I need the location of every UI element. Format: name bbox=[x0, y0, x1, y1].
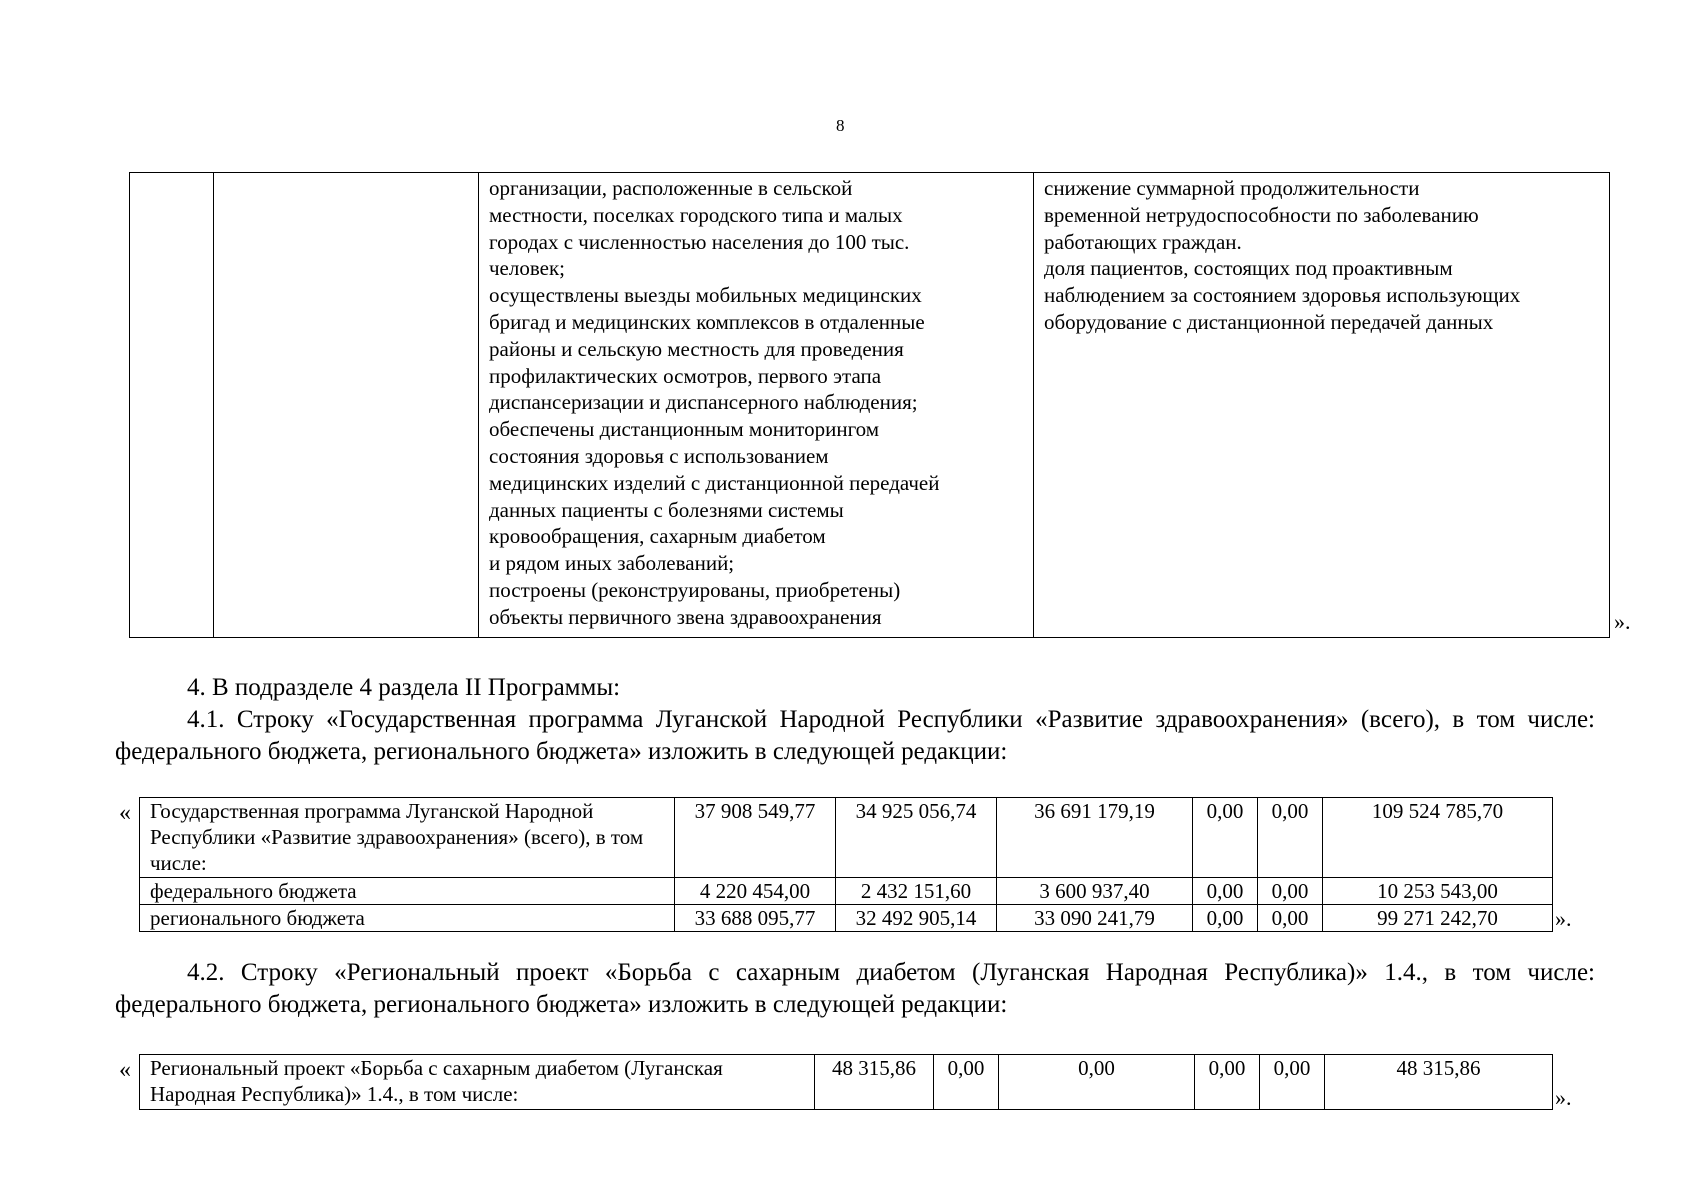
value-cell: 0,00 bbox=[1258, 905, 1323, 932]
value-cell: 0,00 bbox=[999, 1055, 1195, 1110]
value-cell: 3 600 937,40 bbox=[997, 878, 1193, 905]
value-cell: 37 908 549,77 bbox=[675, 798, 836, 878]
text-line: городах с численностью населения до 100 тыс. bbox=[489, 229, 910, 254]
table-row bbox=[140, 905, 1553, 932]
opening-quote-mark: « bbox=[119, 800, 131, 826]
table-row bbox=[140, 1055, 1553, 1110]
value-cell: 0,00 bbox=[1195, 1055, 1260, 1110]
row-label: Региональный проект «Борьба с сахарным диабетом (Луганская Народная Республика)» 1.4., в том числе: bbox=[140, 1055, 815, 1110]
row-label: регионального бюджета bbox=[140, 905, 675, 932]
results-cell bbox=[479, 173, 1034, 638]
text-line: работающих граждан. bbox=[1044, 229, 1242, 254]
value-cell: 10 253 543,00 bbox=[1323, 878, 1553, 905]
continuation-table bbox=[129, 172, 1610, 638]
opening-quote-mark: « bbox=[119, 1057, 131, 1083]
budget-table-program bbox=[139, 797, 1553, 932]
page-number: 8 bbox=[836, 116, 845, 135]
value-cell: 0,00 bbox=[1193, 798, 1258, 878]
text-line: объекты первичного звена здравоохранения bbox=[489, 604, 882, 629]
text-line: местности, поселках городского типа и малых bbox=[489, 202, 903, 227]
text-line: осуществлены выезды мобильных медицинских bbox=[489, 283, 922, 308]
closing-quote-mark: ». bbox=[1555, 906, 1572, 931]
text-line: профилактических осмотров, первого этапа bbox=[489, 363, 882, 388]
text-line: данных пациенты с болезнями системы bbox=[489, 497, 844, 522]
value-cell: 0,00 bbox=[1258, 878, 1323, 905]
indicators-cell bbox=[1034, 173, 1610, 638]
row-label: федерального бюджета bbox=[140, 878, 675, 905]
table-row bbox=[130, 173, 1610, 638]
closing-quote-mark: ». bbox=[1555, 1085, 1572, 1110]
value-cell: 4 220 454,00 bbox=[675, 878, 836, 905]
text-line: медицинских изделий с дистанционной передачей bbox=[489, 470, 940, 495]
table-cell-empty-1 bbox=[130, 173, 214, 638]
value-cell: 0,00 bbox=[1258, 798, 1323, 878]
text-line: бригад и медицинских комплексов в отдаленные bbox=[489, 309, 925, 334]
text-line: человек; bbox=[489, 256, 566, 281]
text-line: и рядом иных заболеваний; bbox=[489, 551, 735, 576]
value-cell: 0,00 bbox=[934, 1055, 999, 1110]
value-cell: 33 090 241,79 bbox=[997, 905, 1193, 932]
text-line: организации, расположенные в сельской bbox=[489, 176, 853, 200]
text-line: доля пациентов, состоящих под проактивным bbox=[1044, 256, 1453, 281]
table-cell-empty-2 bbox=[214, 173, 479, 638]
text-line: состояния здоровья с использованием bbox=[489, 443, 829, 468]
text-line: наблюдением за состоянием здоровья использующих bbox=[1044, 283, 1521, 308]
value-cell: 32 492 905,14 bbox=[836, 905, 997, 932]
value-cell: 48 315,86 bbox=[1325, 1055, 1553, 1110]
closing-quote-mark: ». bbox=[1614, 609, 1631, 634]
value-cell: 0,00 bbox=[1193, 905, 1258, 932]
value-cell: 2 432 151,60 bbox=[836, 878, 997, 905]
value-cell: 109 524 785,70 bbox=[1323, 798, 1553, 878]
text-line: районы и сельскую местность для проведения bbox=[489, 336, 904, 361]
row-label: Государственная программа Луганской Народной Республики «Развитие здравоохранения» (всего), в том числе: bbox=[140, 798, 675, 878]
table-row bbox=[140, 798, 1553, 878]
value-cell: 0,00 bbox=[1260, 1055, 1325, 1110]
text-line: обеспечены дистанционным мониторингом bbox=[489, 417, 880, 442]
text-line: оборудование с дистанционной передачей данных bbox=[1044, 309, 1494, 334]
text-line: кровообращения, сахарным диабетом bbox=[489, 524, 826, 549]
paragraph-4-1: 4.1. Строку «Государственная программа Луганской Народной Республики «Развитие здравоохранения» (всего), в том числе: федерального бюджета, регионального бюджета» изложить в следующей редакции: bbox=[115, 706, 1595, 765]
budget-table-diabetes bbox=[139, 1054, 1553, 1110]
text-line: диспансеризации и диспансерного наблюдения; bbox=[489, 390, 918, 415]
paragraph-4-2: 4.2. Строку «Региональный проект «Борьба с сахарным диабетом (Луганская Народная Республика)» 1.4., в том числе: федерального бюджета, регионального бюджета» изложить в следующей редакции: bbox=[115, 959, 1595, 1018]
value-cell: 99 271 242,70 bbox=[1323, 905, 1553, 932]
text-line: построены (реконструированы, приобретены) bbox=[489, 577, 901, 602]
value-cell: 0,00 bbox=[1193, 878, 1258, 905]
value-cell: 34 925 056,74 bbox=[836, 798, 997, 878]
section-heading: 4. В подразделе 4 раздела II Программы: bbox=[187, 674, 621, 701]
text-line: снижение суммарной продолжительности bbox=[1044, 176, 1420, 200]
value-cell: 36 691 179,19 bbox=[997, 798, 1193, 878]
table-row bbox=[140, 878, 1553, 905]
value-cell: 48 315,86 bbox=[815, 1055, 934, 1110]
value-cell: 33 688 095,77 bbox=[675, 905, 836, 932]
text-line: временной нетрудоспособности по заболеванию bbox=[1044, 202, 1479, 227]
